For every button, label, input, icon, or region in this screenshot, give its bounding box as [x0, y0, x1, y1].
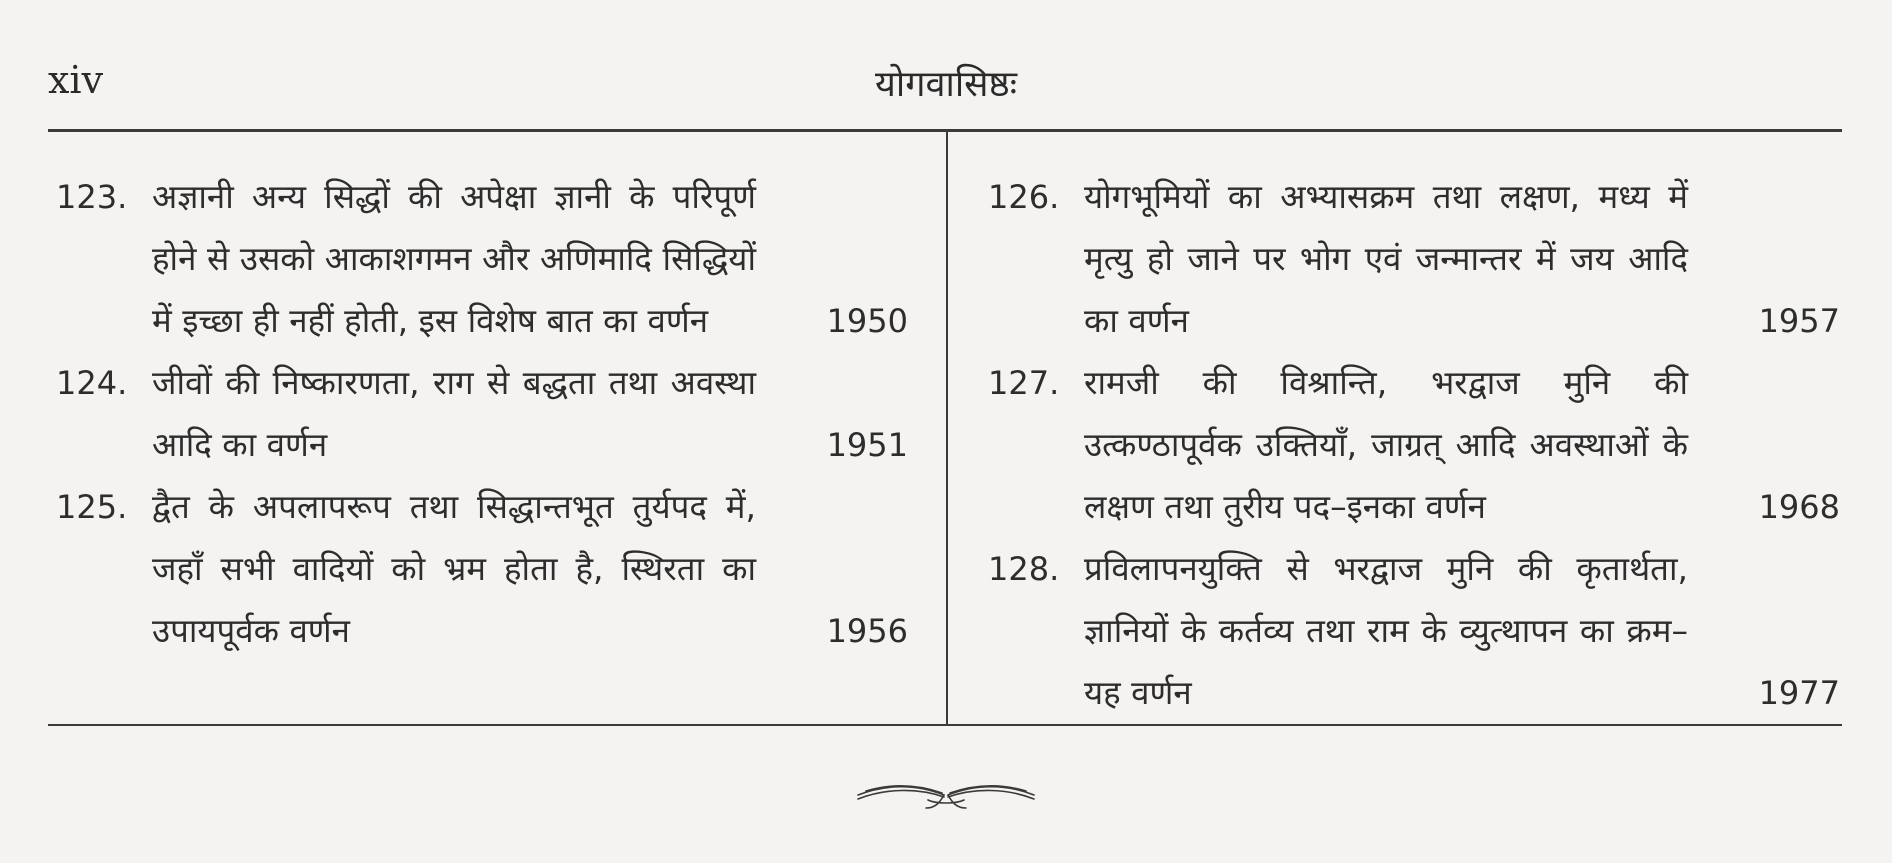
contents-entry	[56, 166, 908, 352]
entry-number: 128.	[988, 550, 1060, 588]
entry-number: 126.	[988, 178, 1060, 216]
entry-number: 127.	[988, 364, 1060, 402]
top-rule	[48, 129, 1842, 132]
entry-body	[1084, 352, 1840, 538]
contents-right-column	[988, 166, 1840, 724]
contents-entry	[988, 352, 1840, 538]
running-head-title: योगवासिष्ठः	[875, 64, 1017, 105]
contents-entry	[56, 352, 908, 476]
entry-description: जीवों की निष्कारणता, राग से बद्धता तथा अवस्था आदि का वर्णन	[152, 363, 756, 464]
entry-body	[152, 476, 908, 662]
entry-description: द्वैत के अपलापरूप तथा सिद्धान्तभूत तुर्यपद में, जहाँ सभी वादियों को भ्रम होता है, स्थिरता का उपायपूर्वक वर्णन	[152, 487, 756, 650]
contents-entry	[56, 476, 908, 662]
entry-page-number: 1957	[1758, 302, 1840, 340]
entry-description: अज्ञानी अन्य सिद्धों की अपेक्षा ज्ञानी के परिपूर्ण होने से उसको आकाशगमन और अणिमादि सिद्धियों में इच्छा ही नहीं होती, इस विशेष बात का वर्णन	[152, 177, 756, 340]
entry-body	[1084, 538, 1840, 724]
page-number: xiv	[48, 58, 104, 102]
entry-body	[152, 352, 908, 476]
entry-page-number: 1951	[826, 426, 908, 464]
bottom-rule	[48, 724, 1842, 726]
contents-left-column	[56, 166, 908, 662]
entry-page-number: 1956	[826, 612, 908, 650]
contents-entry	[988, 538, 1840, 724]
entry-number: 124.	[56, 364, 128, 402]
entry-description: प्रविलापनयुक्ति से भरद्वाज मुनि की कृतार्थता, ज्ञानियों के कर्तव्य तथा राम के व्युत्थापन का क्रम–यह वर्णन	[1084, 549, 1688, 712]
entry-page-number: 1977	[1758, 674, 1840, 712]
entry-number: 123.	[56, 178, 128, 216]
entry-body	[1084, 166, 1840, 352]
entry-page-number: 1968	[1758, 488, 1840, 526]
entry-body	[152, 166, 908, 352]
column-divider	[946, 132, 948, 724]
entry-page-number: 1950	[826, 302, 908, 340]
contents-entry	[988, 166, 1840, 352]
entry-description: योगभूमियों का अभ्यासक्रम तथा लक्षण, मध्य में मृत्यु हो जाने पर भोग एवं जन्मान्तर में जय आदि का वर्णन	[1084, 177, 1688, 340]
flourish-ornament-icon	[856, 778, 1036, 812]
entry-description: रामजी की विश्रान्ति, भरद्वाज मुनि की उत्कण्ठापूर्वक उक्तियाँ, जाग्रत् आदि अवस्थाओं के लक्षण तथा तुरीय पद–इनका वर्णन	[1084, 363, 1688, 526]
entry-number: 125.	[56, 488, 128, 526]
